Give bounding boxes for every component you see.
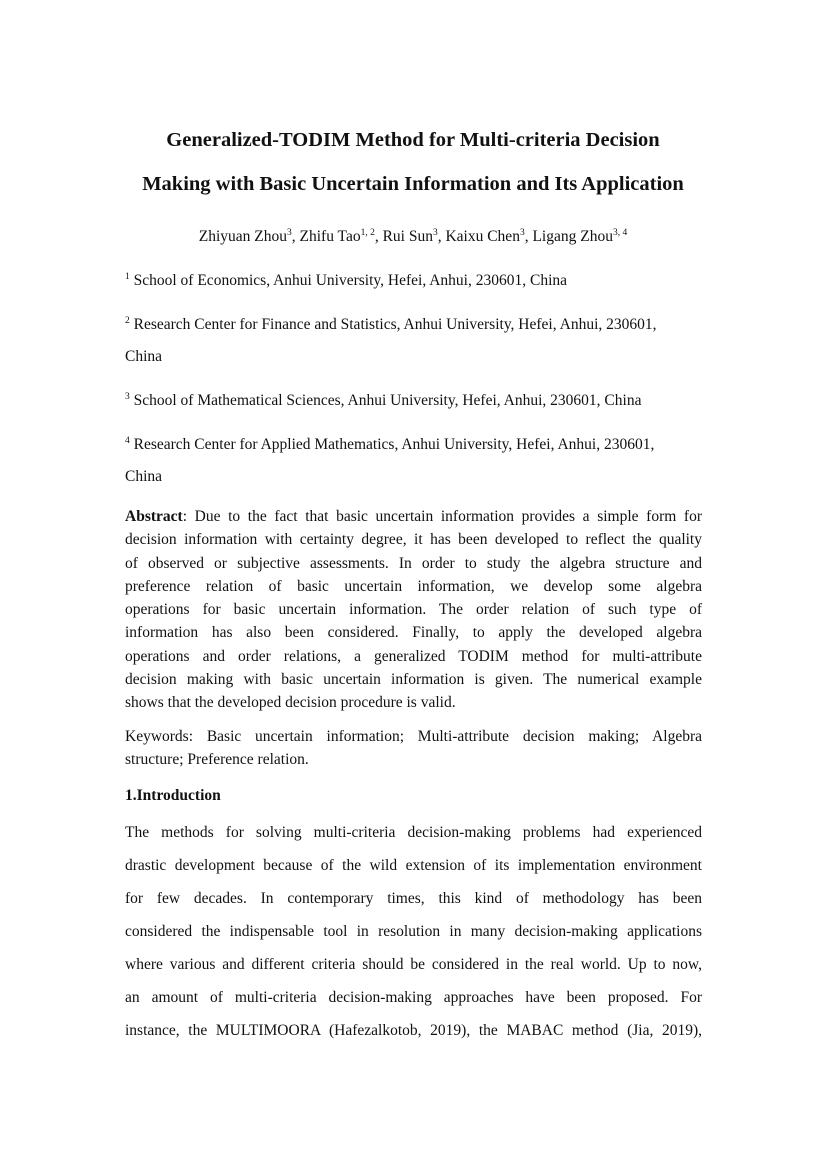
affiliation-text: Research Center for Finance and Statistics, Anhui University, Hefei, Anhui, 230601,: [133, 316, 657, 333]
body-line: The methods for solving multi-criteria decision-making problems had experienced: [125, 824, 702, 841]
affiliation-4: [125, 429, 702, 493]
author-affiliation-marker: 3: [519, 228, 525, 238]
affiliation-number: 4: [125, 436, 130, 446]
paper-title-line-1: Generalized-TODIM Method for Multi-criteria Decision: [166, 129, 660, 151]
keywords: [125, 725, 702, 772]
body-line: instance, the MULTIMOORA (Hafezalkotob, 2019), the MABAC method (Jia, 2019),: [125, 1022, 702, 1039]
affiliation-text: School of Mathematical Sciences, Anhui University, Hefei, Anhui, 230601, China: [133, 392, 642, 409]
abstract-line: preference relation of basic uncertain information, we develop some algebra: [125, 577, 702, 595]
keywords-line: Keywords: Basic uncertain information; Multi-attribute decision making; Algebra: [125, 728, 702, 745]
author-separator: ,: [374, 228, 383, 245]
author-name: Zhifu Tao: [299, 228, 361, 245]
affiliation-number: 3: [125, 392, 130, 402]
paper-title-line-2: Making with Basic Uncertain Information and Its Application: [142, 173, 684, 195]
affiliation-number: 2: [125, 316, 130, 326]
affiliation-text-continued: China: [125, 468, 163, 485]
abstract-line: shows that the developed decision procedure is valid.: [125, 694, 456, 712]
abstract: [125, 505, 702, 715]
affiliation-number: 1: [125, 272, 130, 282]
affiliation-2: [125, 309, 702, 373]
author-affiliation-marker: 3, 4: [612, 228, 628, 238]
abstract-line: : Due to the fact that basic uncertain information provides a simple form for: [182, 508, 702, 525]
affiliation-1: [125, 265, 702, 297]
body-line: an amount of multi-criteria decision-making approaches have been proposed. For: [125, 989, 702, 1006]
affiliation-text: Research Center for Applied Mathematics, Anhui University, Hefei, Anhui, 230601,: [133, 436, 655, 453]
author-list: [0, 226, 826, 248]
keywords-line: structure; Preference relation.: [125, 751, 309, 769]
abstract-line: operations and order relations, a generalized TODIM method for multi-attribute: [125, 647, 702, 665]
section-heading-introduction: 1.Introduction: [125, 787, 221, 804]
author-separator: ,: [437, 228, 446, 245]
author-name: Kaixu Chen: [445, 228, 520, 245]
abstract-line: decision information with certainty degree, it has been developed to reflect the quality: [125, 531, 702, 549]
introduction-body: [125, 816, 702, 1047]
abstract-line: decision making with basic uncertain information is given. The numerical example: [125, 671, 702, 689]
affiliation-text: School of Economics, Anhui University, Hefei, Anhui, 230601, China: [133, 272, 568, 289]
abstract-line: operations for basic uncertain information. The order relation of such type of: [125, 601, 702, 619]
author-name: Ligang Zhou: [532, 228, 613, 245]
body-line: considered the indispensable tool in resolution in many decision-making applications: [125, 923, 702, 940]
author-separator: ,: [291, 228, 300, 245]
affiliation-3: [125, 385, 702, 417]
author-affiliation-marker: 1, 2: [360, 228, 375, 238]
author-name: Rui Sun: [382, 228, 433, 245]
abstract-line: information has also been considered. Finally, to apply the developed algebra: [125, 624, 702, 642]
body-line: for few decades. In contemporary times, this kind of methodology has been: [125, 890, 702, 907]
author-separator: ,: [524, 228, 533, 245]
author-affiliation-marker: 3: [432, 228, 438, 238]
body-line: drastic development because of the wild extension of its implementation environment: [125, 857, 702, 874]
body-line: where various and different criteria should be considered in the real world. Up to now,: [125, 956, 702, 973]
author-name: Zhiyuan Zhou: [198, 228, 288, 245]
abstract-label: Abstract: [125, 508, 183, 525]
abstract-line: of observed or subjective assessments. In order to study the algebra structure and: [125, 554, 702, 572]
affiliation-text-continued: China: [125, 348, 163, 365]
author-affiliation-marker: 3: [287, 228, 292, 238]
